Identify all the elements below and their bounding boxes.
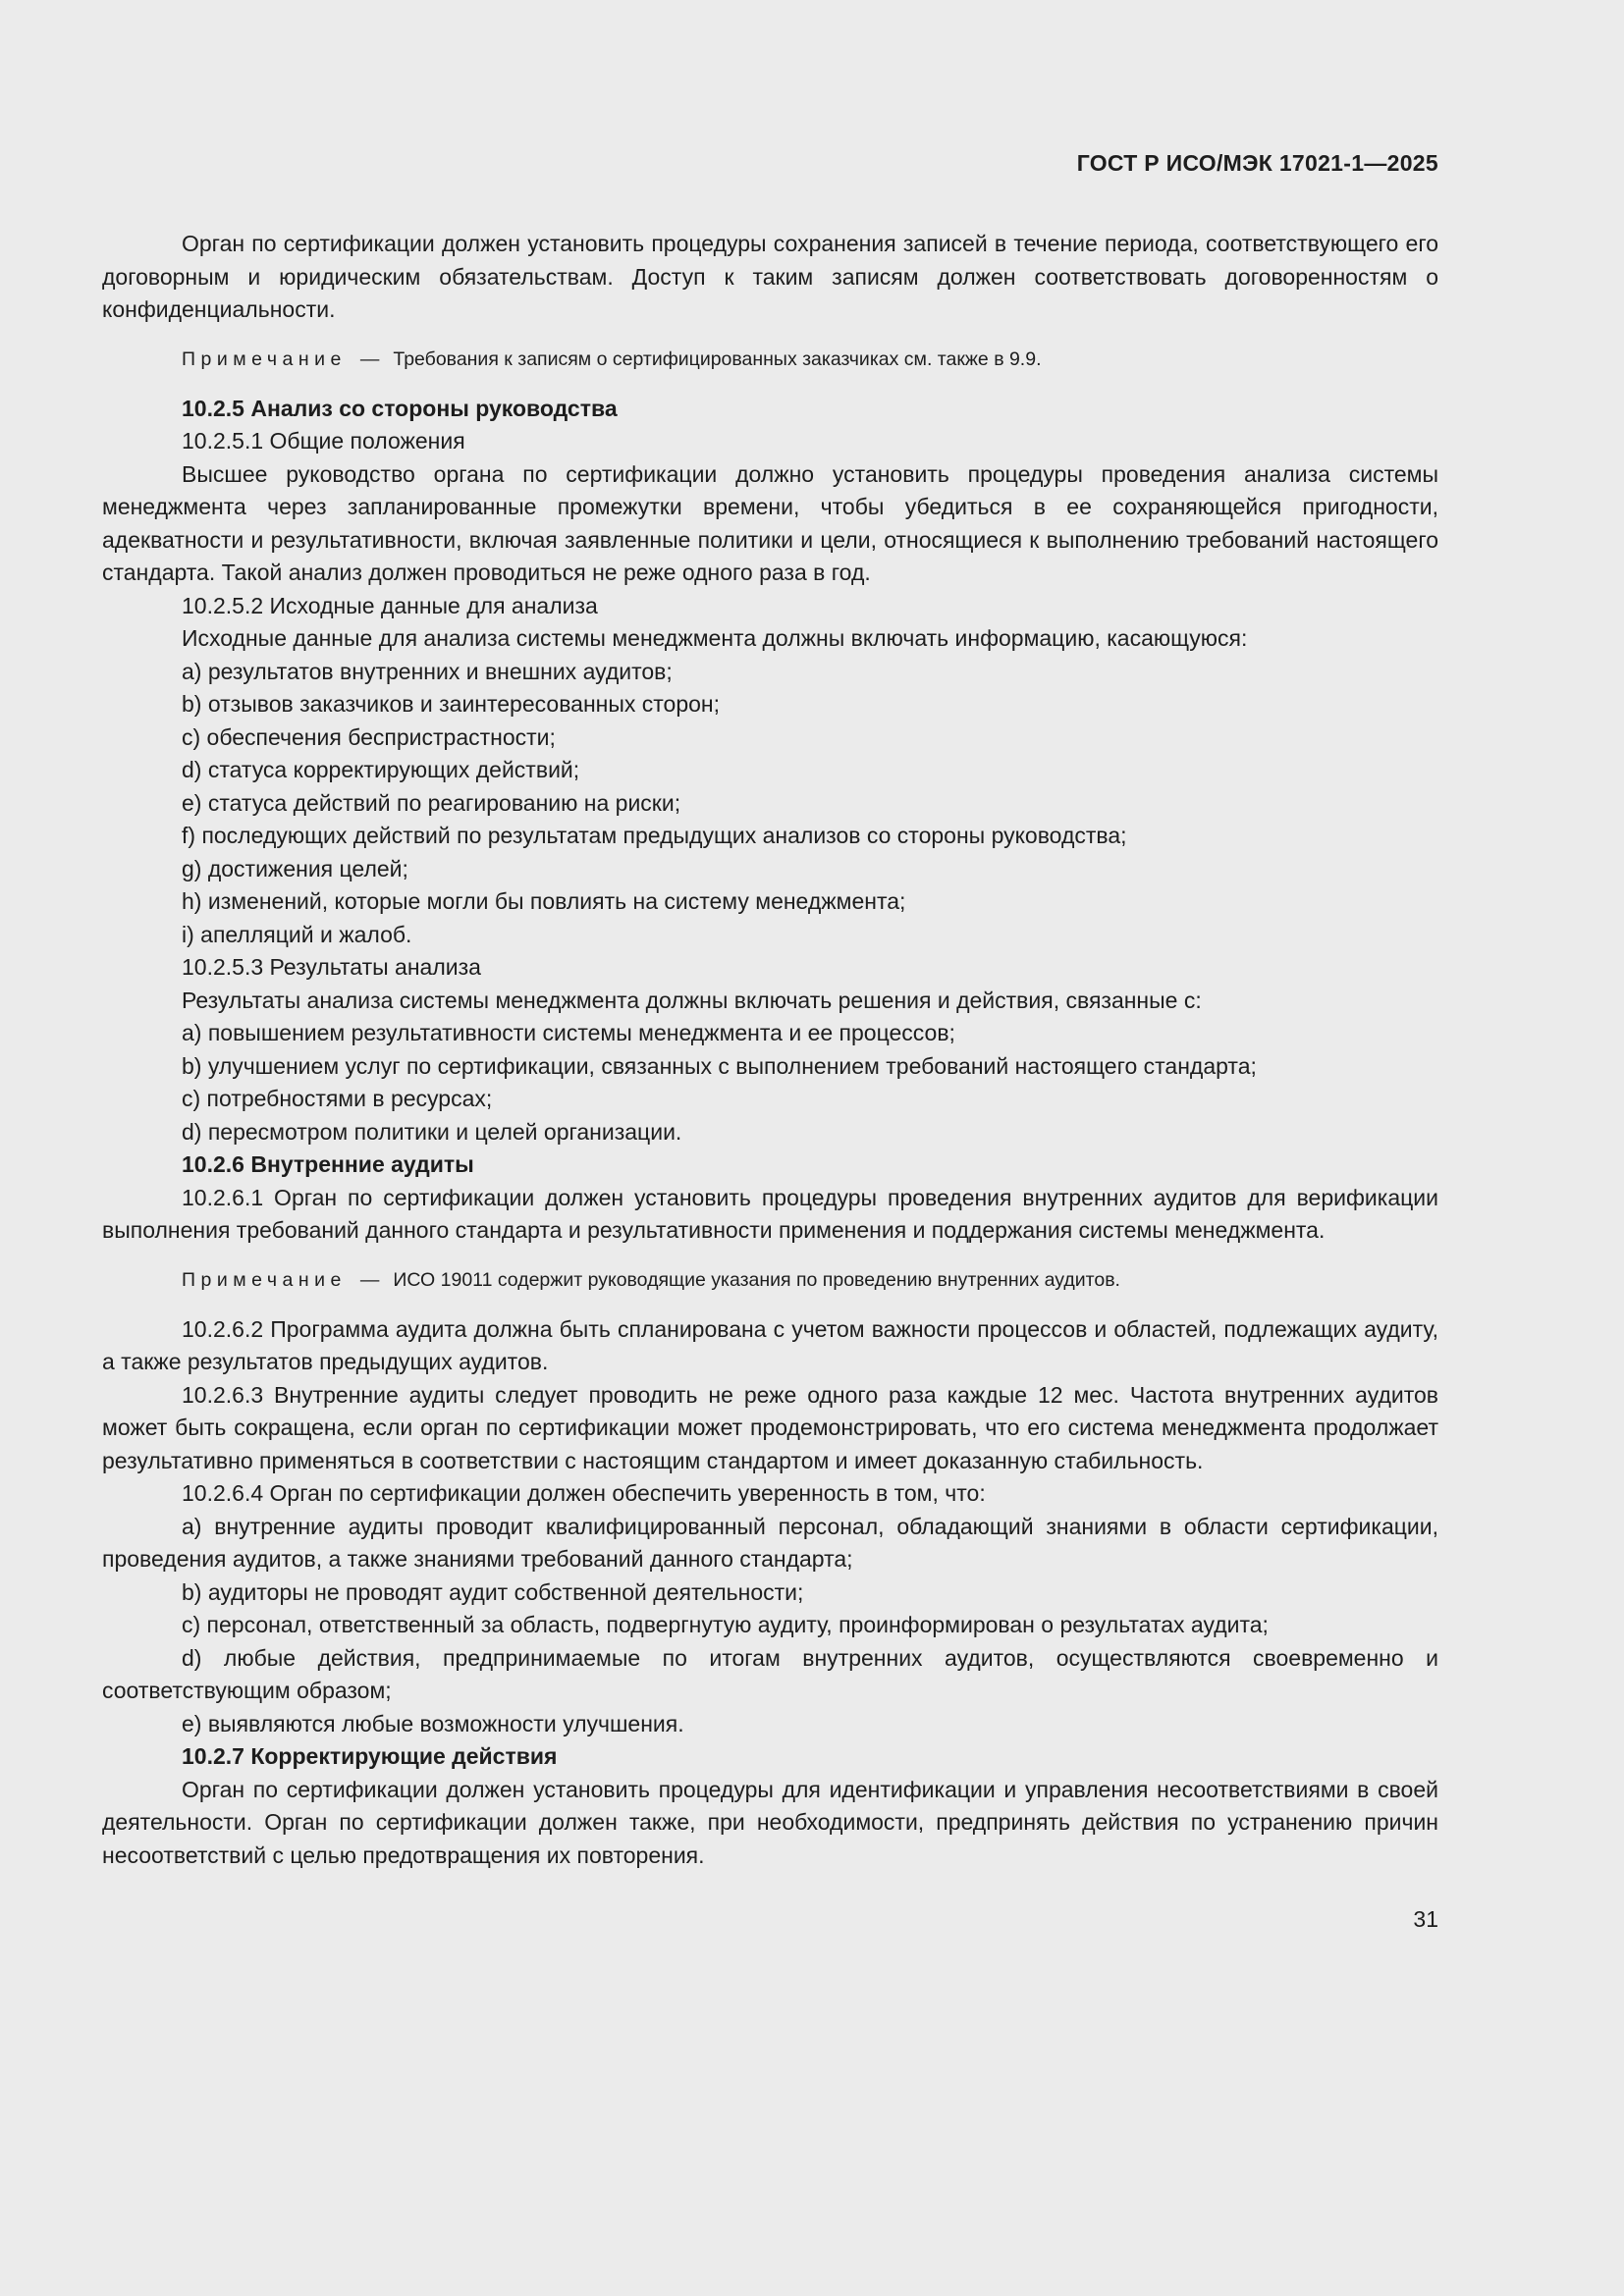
list-item: a) результатов внутренних и внешних аудитов; [182,658,673,684]
list-item: f) последующих действий по результатам предыдущих анализов со стороны руководства; [182,823,1127,848]
paragraph: 10.2.6.3 Внутренние аудиты следует проводить не реже одного раза каждые 12 мес. Частота внутренних аудитов может быть сокращена, если орган по сертификации может продемонстрировать, что его система менеджмента продолжает результативно применяться в соответствии с настоящим стандартом и имеет доказанную стабильность. [102,1381,1438,1473]
subsection-heading: 10.2.5.2 Исходные данные для анализа [182,592,598,618]
paragraph: Орган по сертификации должен установить процедуры для идентификации и управления несоответствиями в своей деятельности. Орган по сертификации должен также, при необходимости, предпринять действия по устранению причин несоответствий с целью предотвращения их повторения. [102,1776,1438,1868]
note-dash: — [359,347,380,370]
paragraph: 10.2.6.2 Программа аудита должна быть спланирована с учетом важности процессов и областей, подлежащих аудиту, а также результатов предыдущих аудитов. [102,1315,1438,1374]
note-label: Примечание [182,1268,347,1291]
list-item: i) апелляций и жалоб. [182,921,412,947]
list-item: c) потребностями в ресурсах; [182,1086,493,1111]
list-item: d) любые действия, предпринимаемые по итогам внутренних аудитов, осуществляются своевременно и соответствующим образом; [102,1644,1438,1703]
paragraph: Орган по сертификации должен установить процедуры сохранения записей в течение периода, соответствующего его договорным и юридическим обязательствам. Доступ к таким записям должен соответствовать договоренностям о конфиденциальности. [102,231,1438,322]
list-item: c) персонал, ответственный за область, подвергнутую аудиту, проинформирован о результатах аудита; [182,1612,1269,1637]
list-item: a) внутренние аудиты проводит квалифицированный персонал, обладающий знаниями в области сертификации, проведения аудитов, а также знаниями требований данного стандарта; [102,1513,1438,1572]
note-text: ИСО 19011 содержит руководящие указания по проведению внутренних аудитов. [393,1268,1120,1291]
list-item: b) улучшением услуг по сертификации, связанных с выполнением требований настоящего стандарта; [182,1052,1257,1079]
note [102,347,1438,372]
list-item: a) повышением результативности системы менеджмента и ее процессов; [182,1020,955,1045]
list-item: h) изменений, которые могли бы повлиять на систему менеджмента; [182,888,906,914]
section-heading: 10.2.7 Корректирующие действия [182,1743,558,1769]
paragraph: Результаты анализа системы менеджмента должны включать решения и действия, связанные с: [182,987,1202,1013]
document-body [102,228,1438,1872]
document-page [102,0,1438,1933]
paragraph: 10.2.6.1 Орган по сертификации должен установить процедуры проведения внутренних аудитов для верификации выполнения требований данного стандарта и результативности применения и поддержания системы менеджмента. [102,1184,1438,1243]
list-item: b) отзывов заказчиков и заинтересованных сторон; [182,691,721,717]
list-item: d) статуса корректирующих действий; [182,757,580,782]
list-item: g) достижения целей; [182,855,408,881]
note-text: Требования к записям о сертифицированных заказчиках см. также в 9.9. [393,347,1042,370]
paragraph: Высшее руководство органа по сертификации должно установить процедуры проведения анализа системы менеджмента через запланированные промежутки времени, чтобы убедиться в ее сохраняющейся пригодности, адекватности и результативности, включая заявленные политики и цели, относящиеся к выполнению требований настоящего стандарта. Такой анализ должен проводиться не реже одного раза в год. [102,460,1438,585]
page-number: 31 [1413,1906,1438,1932]
section-heading: 10.2.5 Анализ со стороны руководства [182,395,618,421]
list-item: e) статуса действий по реагированию на риски; [182,789,681,816]
list-item: e) выявляются любые возможности улучшения. [182,1710,684,1736]
list-item: b) аудиторы не проводят аудит собственной деятельности; [182,1578,804,1605]
note-dash: — [359,1268,380,1291]
note [102,1268,1438,1293]
list-item: d) пересмотром политики и целей организации. [182,1118,682,1145]
paragraph: Исходные данные для анализа системы менеджмента должны включать информацию, касающуюся: [182,625,1248,651]
paragraph: 10.2.6.4 Орган по сертификации должен обеспечить уверенность в том, что: [182,1480,986,1506]
subsection-heading: 10.2.5.1 Общие положения [182,428,465,454]
subsection-heading: 10.2.5.3 Результаты анализа [182,954,481,980]
note-label: Примечание [182,347,347,370]
list-item: c) обеспечения беспристрастности; [182,723,556,750]
document-title-header: ГОСТ Р ИСО/МЭК 17021-1—2025 [1076,150,1438,176]
section-heading: 10.2.6 Внутренние аудиты [182,1151,474,1177]
